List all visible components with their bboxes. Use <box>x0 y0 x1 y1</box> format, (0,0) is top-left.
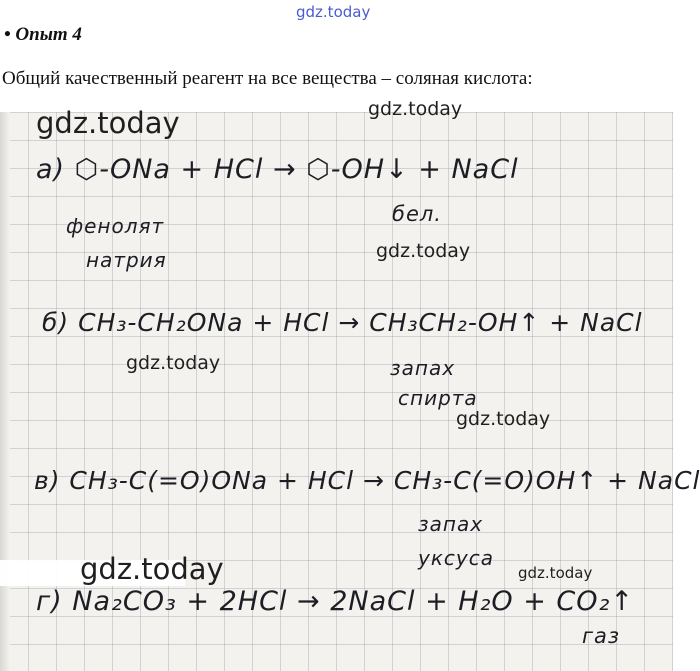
note-white: бел. <box>392 202 442 226</box>
note-phenolate: фенолят <box>66 214 165 238</box>
watermark: gdz.today <box>80 552 224 586</box>
watermark: gdz.today <box>368 98 463 120</box>
notebook-photo <box>0 98 700 671</box>
watermark: gdz.today <box>518 564 593 582</box>
experiment-heading: • Опыт 4 <box>4 24 82 45</box>
note-vinegar: уксуса <box>418 546 494 570</box>
note-smell-b: запах <box>390 356 456 380</box>
note-gas: газ <box>582 624 621 648</box>
reagent-description: Общий качественный реагент на все вещества – соляная кислота: <box>2 68 533 89</box>
equation-b: б) CH₃-CH₂ONa + HCl → CH₃CH₂-OH↑ + NaCl <box>42 308 643 337</box>
watermark: gdz.today <box>376 240 471 262</box>
paper-edge <box>0 112 10 671</box>
watermark-top: gdz.today <box>296 3 371 21</box>
equation-v: в) CH₃-C(=O)ONa + HCl → CH₃-C(=O)OH↑ + NaCl <box>34 466 700 495</box>
note-alcohol: спирта <box>398 386 478 410</box>
equation-a: а) ⬡-ONa + HCl → ⬡-OH↓ + NaCl <box>36 154 519 185</box>
watermark: gdz.today <box>126 352 221 374</box>
watermark: gdz.today <box>36 106 180 140</box>
watermark: gdz.today <box>456 408 551 430</box>
equation-g: г) Na₂CO₃ + 2HCl → 2NaCl + H₂O + CO₂↑ <box>36 586 634 617</box>
note-smell-v: запах <box>418 512 484 536</box>
note-sodium: натрия <box>86 248 167 272</box>
